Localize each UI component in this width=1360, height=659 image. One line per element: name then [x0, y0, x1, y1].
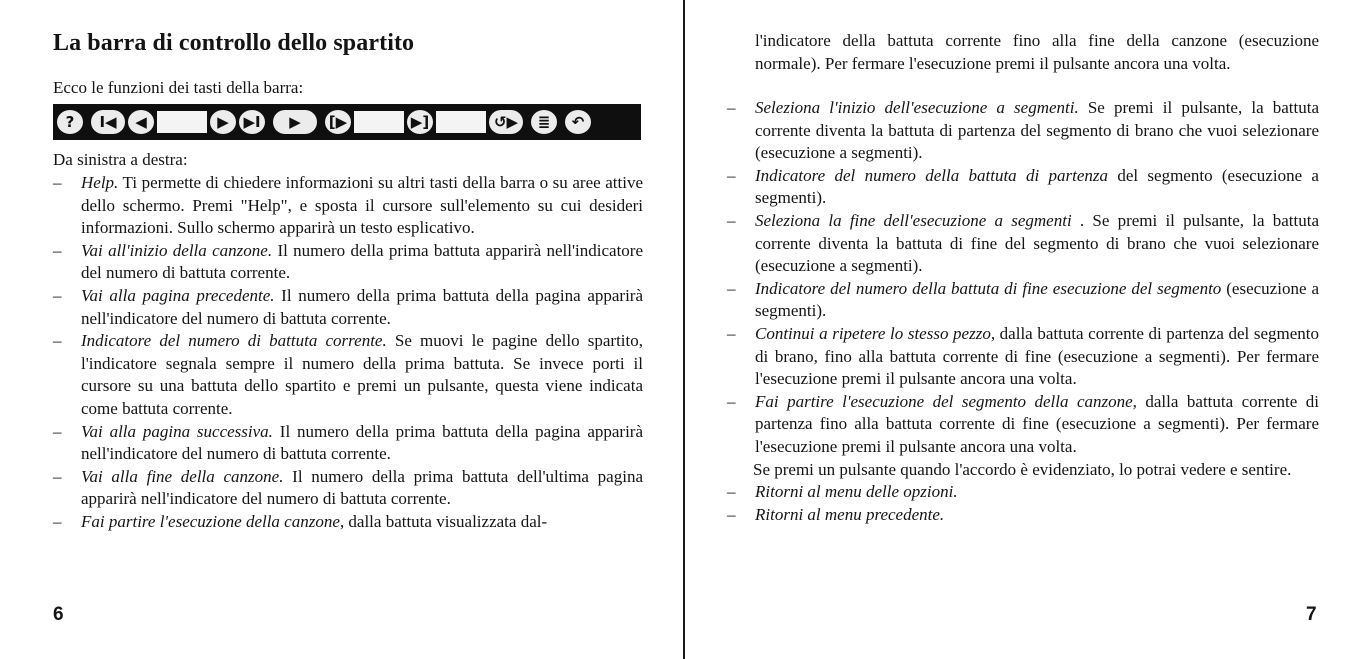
item-text: Il numero della prima battuta dell'ultima pagina apparirà nell'indicatore del numero di battuta corrente.	[81, 466, 643, 509]
item-term: Vai alla pagina successiva.	[81, 421, 273, 441]
item-term: Fai partire l'esecuzione della canzone	[81, 511, 340, 531]
list-item	[53, 172, 643, 240]
item-term: Ritorni al menu delle opzioni.	[755, 482, 958, 502]
item-text: del segmento (esecuzione a segmenti).	[755, 165, 1319, 208]
item-term: Vai all'inizio della canzone.	[81, 240, 273, 260]
list-item	[727, 278, 1319, 323]
list-item	[53, 285, 643, 330]
go-to-start-icon: I◀	[91, 110, 125, 134]
measure-nav-group	[91, 110, 265, 134]
list-item	[727, 391, 1319, 459]
next-page-icon: ▶	[210, 110, 236, 134]
item-term: Help.	[81, 173, 119, 192]
item-term: Ritorni al menu precedente.	[755, 504, 945, 524]
item-text: Se premi il pulsante, la battuta corrente diventa la battuta di partenza del segmento di brano che vuoi selezionare (esecuzione a segmenti).	[755, 98, 1319, 163]
intro-text: Ecco le funzioni dei tasti della barra:	[53, 78, 304, 97]
end-icon: ▶I	[239, 110, 265, 134]
item-text: Il numero della prima battuta della pagina apparirà nell'indicatore del numero di battuta corrente.	[81, 421, 643, 464]
item-text: . Se premi il pulsante, la battuta corrente diventa la battuta di fine del segmento di brano che vuoi selezionare (esecuzione a segmenti).	[755, 210, 1320, 276]
item-text: Il numero della prima battuta della pagina apparirà nell'indicatore del numero di battuta corrente.	[81, 285, 644, 328]
previous-page-icon: ◀	[128, 110, 154, 134]
item-text: (esecuzione a segmenti).	[755, 278, 1319, 321]
item-term: Indicatore del numero della battuta di fine esecuzione del segmento	[755, 278, 1222, 298]
chord-note: Se premi un pulsante quando l'accordo è evidenziato, lo potrai vedere e sentire.	[753, 459, 1292, 479]
current-measure-field	[157, 111, 207, 133]
item-text: , dalla battuta corrente di partenza del segmento di brano, fino alla battuta corrente di fine (esecuzione a segmenti). Per fermare l'esecuzione premi il pulsante ancora una volta.	[755, 323, 1319, 389]
segment-group	[325, 110, 523, 134]
list-item	[727, 504, 1319, 527]
list-item	[53, 240, 643, 285]
item-text: , dalla battuta visualizzata dal-	[339, 511, 548, 531]
item-term: Vai alla fine della canzone.	[81, 466, 284, 486]
list-item	[727, 210, 1319, 278]
book-spine	[683, 0, 685, 659]
item-text: Se muovi le pagine dello spartito, l'indicatore segnala sempre il numero della prima battuta. Se invece porti il cursore su una battuta dello spartito e premi un pulsante, questa viene indicata come battuta corrente.	[81, 331, 643, 418]
score-control-toolbar	[53, 104, 641, 140]
continuation-text: l'indicatore della battuta corrente fino alla fine della canzone (esecuzione normale). Per fermare l'esecuzione premi il pulsante ancora una volta.	[755, 31, 1319, 73]
segment-end-icon: ▶]	[407, 110, 433, 134]
item-text: Il numero della prima battuta apparirà nell'indicatore del numero di battuta corrente.	[81, 240, 644, 283]
help-icon: ?	[57, 110, 83, 134]
item-term: Seleziona l'inizio dell'esecuzione a segmenti.	[755, 98, 1079, 117]
list-item	[53, 330, 643, 420]
item-term: Continui a ripetere lo stesso pezzo	[755, 323, 991, 343]
page-number: 6	[53, 604, 64, 625]
list-item	[727, 481, 1319, 504]
button-list	[727, 97, 1319, 526]
item-term: Indicatore del numero della battuta di partenza	[755, 165, 1109, 185]
segment-start-icon: [▶	[325, 110, 351, 134]
list-heading: Da sinistra a destra:	[53, 150, 188, 169]
page-title: La barra di controllo dello spartito	[53, 30, 415, 56]
list-item	[53, 511, 643, 534]
right-page	[686, 0, 1360, 659]
item-text: Ti permette di chiedere informazioni su altri tasti della barra o su aree attive dello schermo. Premi "Help", e sposta il cursore sull'elemento su cui desideri informazioni. Sullo schermo apparirà un testo esplicativo.	[81, 173, 643, 238]
list-item	[53, 421, 643, 466]
item-term: Indicatore del numero di battuta corrente.	[81, 331, 387, 351]
list-item	[727, 97, 1319, 165]
item-term: Vai alla pagina precedente.	[81, 285, 275, 305]
segment-end-field	[436, 111, 486, 133]
list-item	[727, 323, 1319, 391]
page-number: 7	[1306, 604, 1317, 625]
repeat-icon: ↺▶	[489, 110, 523, 134]
play-icon: ▶	[273, 110, 317, 134]
previous-menu-icon: ↶	[565, 110, 591, 134]
list-item	[727, 165, 1319, 210]
button-list	[53, 172, 643, 534]
segment-start-field	[354, 111, 404, 133]
item-term: Fai partire l'esecuzione del segmento della canzone	[755, 391, 1133, 411]
item-text: , dalla battuta corrente di partenza fino alla battuta corrente di fine (esecuzione a segmenti). Per fermare l'esecuzione premi il pulsante ancora una volta.	[755, 391, 1319, 456]
list-item	[53, 466, 643, 511]
item-term: Seleziona la fine dell'esecuzione a segmenti	[755, 210, 1072, 230]
options-menu-icon: ≣	[531, 110, 557, 134]
